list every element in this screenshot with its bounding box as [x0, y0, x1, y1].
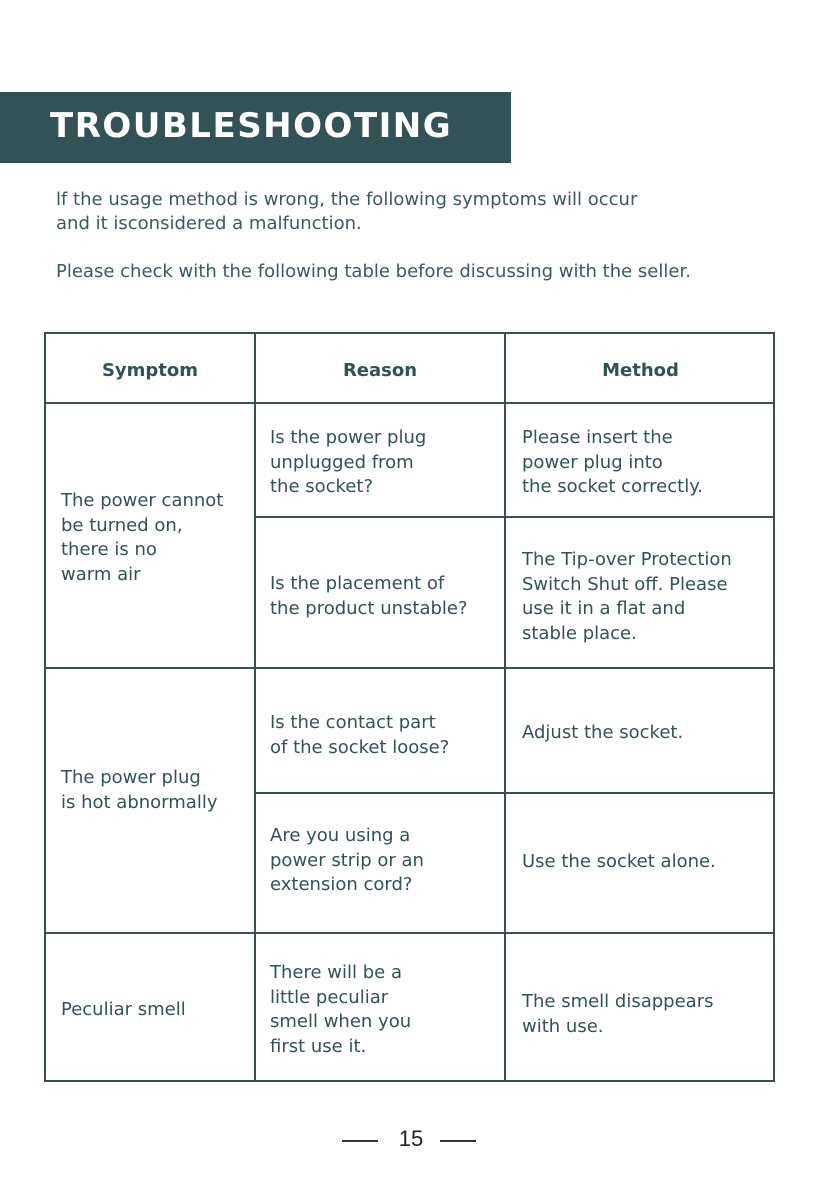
symptom-cell: The power cannot be turned on, there is no warm air [61, 490, 224, 585]
footer-rule-right [440, 1140, 476, 1142]
method-cell: The Tip-over Protection Switch Shut off. Please use it in a flat and stable place. [522, 549, 732, 644]
symptom-cell: The power plug is hot abnormally [61, 767, 218, 813]
symptom-cell: Peculiar smell [61, 999, 186, 1020]
footer-rule-left [342, 1140, 378, 1142]
column-divider [254, 334, 256, 1080]
method-cell: The smell disappears with use. [522, 991, 714, 1037]
method-cell: Use the socket alone. [522, 851, 716, 872]
method-cell: Please insert the power plug into the socket correctly. [522, 427, 704, 497]
column-divider [504, 334, 506, 1080]
header-symptom: Symptom [101, 360, 199, 381]
intro-line-2: and it isconsidered a malfunction. [56, 213, 362, 234]
method-cell: Adjust the socket. [522, 722, 684, 743]
reason-cell: Is the power plug unplugged from the socket? [270, 427, 427, 497]
row-divider [254, 516, 773, 518]
troubleshooting-table [44, 332, 775, 1082]
page-number: 15 [398, 1126, 424, 1151]
row-divider [46, 667, 773, 669]
row-divider [254, 792, 773, 794]
header-method: Method [602, 360, 679, 381]
reason-cell: Is the placement of the product unstable? [270, 573, 468, 619]
row-divider [46, 402, 773, 404]
reason-cell: There will be a little peculiar smell when you first use it. [270, 962, 412, 1057]
row-divider [46, 932, 773, 934]
page-title: TROUBLESHOOTING [50, 106, 453, 146]
intro-line-3: Please check with the following table before discussing with the seller. [56, 261, 691, 282]
reason-cell: Are you using a power strip or an extension cord? [270, 825, 424, 895]
reason-cell: Is the contact part of the socket loose? [270, 712, 450, 758]
intro-line-1: lf the usage method is wrong, the following symptoms will occur [56, 189, 638, 210]
header-reason: Reason [342, 360, 418, 381]
